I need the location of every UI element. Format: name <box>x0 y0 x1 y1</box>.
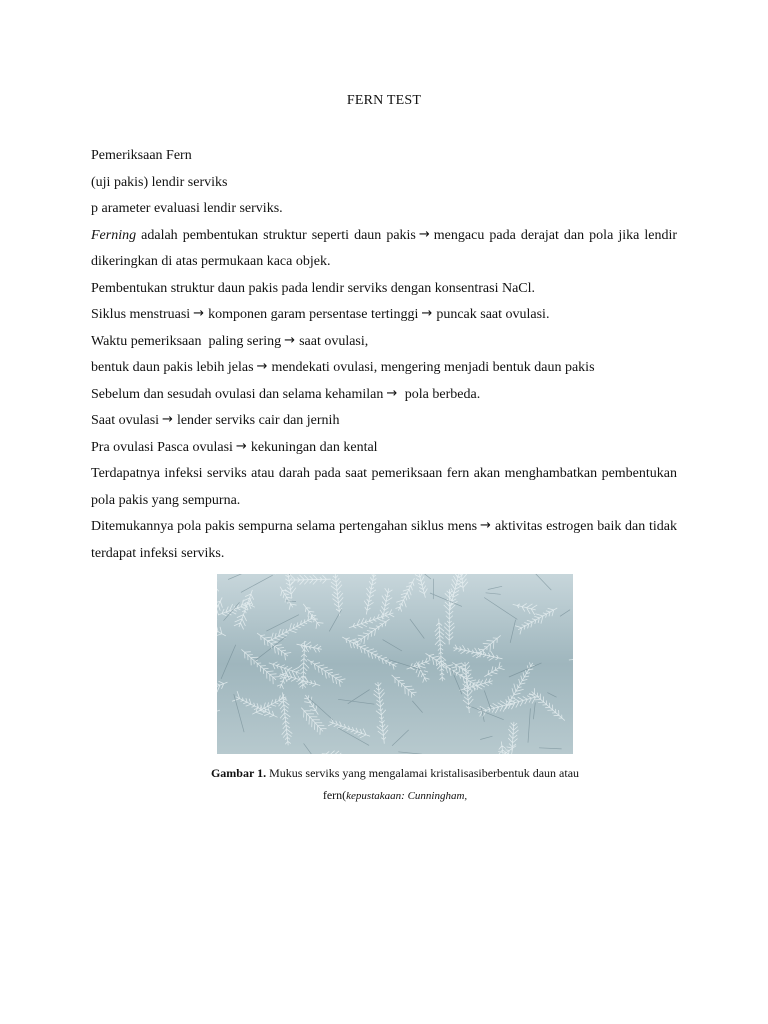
arrow-right-icon: → <box>418 226 430 242</box>
text-line: Saat ovulasi → lender serviks cair dan jernih <box>91 408 677 435</box>
document-body <box>91 143 677 567</box>
document-title: FERN TEST <box>346 93 422 108</box>
text-line: Pembentukan struktur daun pakis pada lendir serviks dengan konsentrasi NaCl. <box>91 280 536 296</box>
figure-caption <box>180 762 610 807</box>
arrow-right-icon: → <box>284 332 296 348</box>
caption-text: Mukus serviks yang mengalamai kristalisasiberbentuk daun atau fern( <box>266 766 580 802</box>
arrow-right-icon: → <box>193 306 205 321</box>
text-line: Sebelum dan sesudah ovulasi dan selama kehamilan → pola berbeda. <box>91 382 677 409</box>
text-line: Waktu pemeriksaan paling sering → saat ovulasi, <box>91 329 677 356</box>
arrow-right-icon: → <box>386 385 398 401</box>
fern-pattern-micrograph <box>217 574 573 754</box>
text-line: bentuk daun pakis lebih jelas → mendekati ovulasi, mengering menjadi bentuk daun pakis <box>91 355 677 382</box>
text-line: Pemeriksaan Fern <box>91 148 192 163</box>
text-paragraph: Ditemukannya pola pakis sempurna selama pertengahan siklus mens → aktivitas estrogen baik dan tidak terdapat infeksi serviks. <box>91 514 677 567</box>
italic-term: Ferning <box>91 227 137 243</box>
text-line: (uji pakis) lendir serviks <box>91 174 228 190</box>
arrow-right-icon: → <box>256 359 268 374</box>
text-line: Siklus menstruasi → komponen garam persentase tertinggi → puncak saat ovulasi. <box>91 302 677 329</box>
text-paragraph: Ferning adalah pembentukan struktur seperti daun pakis → mengacu pada derajat dan pola jika lendir dikeringkan di atas permukaan kaca objek. <box>91 223 677 276</box>
arrow-right-icon: → <box>480 518 491 533</box>
arrow-right-icon: → <box>421 306 433 321</box>
arrow-right-icon: → <box>162 412 173 427</box>
arrow-right-icon: → <box>235 438 247 454</box>
text-paragraph: Terdapatnya infeksi serviks atau darah pada saat pemeriksaan fern akan menghambatkan pembentukan pola pakis yang sempurna. <box>91 466 677 508</box>
caption-label: Gambar 1. <box>210 766 267 780</box>
text-line: Pra ovulasi Pasca ovulasi → kekuningan dan kental <box>91 435 677 462</box>
text-line: p arameter evaluasi lendir serviks. <box>91 201 283 216</box>
fern-pattern-image <box>217 574 573 754</box>
caption-source: kepustakaan: Cunningham, <box>346 790 468 802</box>
